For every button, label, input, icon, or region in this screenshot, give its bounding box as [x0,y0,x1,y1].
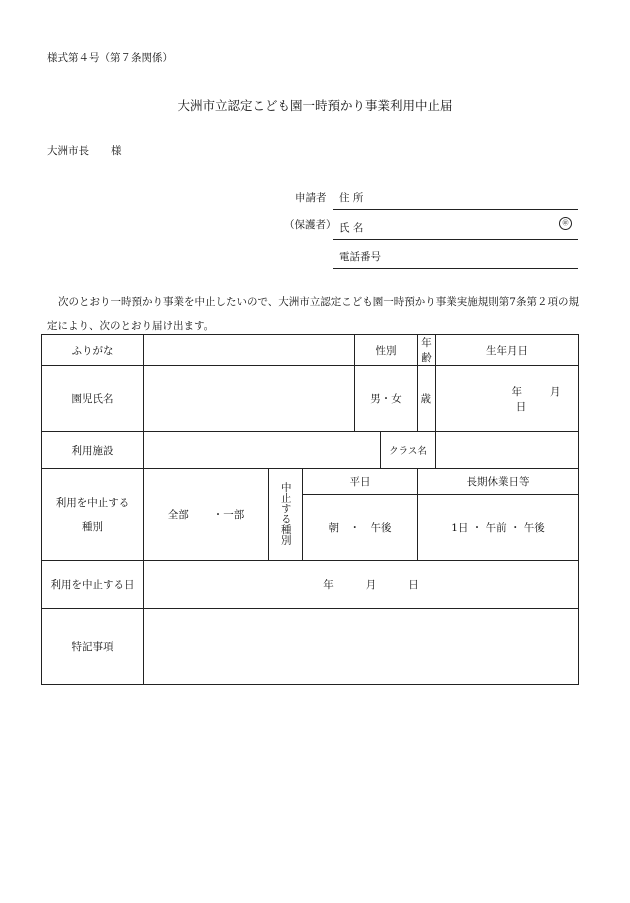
name-label: 氏 名 [339,222,364,234]
addressee-name: 大洲市長 [47,145,89,157]
child-name-field[interactable] [144,366,355,432]
stop-kind-vertical: 中止する種別 [279,481,292,545]
stop-date-year: 年 [323,579,334,591]
body-line-1: 次のとおり一時預かり事業を中止したいので、大洲市立認定こども園一時預かり事業実施規則第7条第２項の規 [58,296,579,308]
child-name-label: 園児氏名 [42,366,144,432]
address-label: 住 所 [339,192,364,204]
phone-label: 電話番号 [339,251,381,263]
stop-date-field[interactable] [144,561,579,609]
stop-date-label: 利用を中止する日 [42,561,144,609]
applicant-label: 申請者 [295,192,327,204]
seal-icon: ㊞ [559,217,572,230]
stop-type-label-line2: 種別 [82,520,103,533]
birthdate-label: 生年月日 [436,335,579,366]
stop-scope-field[interactable] [144,469,269,561]
stop-type-label [42,469,144,561]
application-table [41,334,579,685]
holiday-options[interactable]: 1日 ・ 午前 ・ 午後 [418,495,579,561]
class-name-field[interactable] [436,432,579,469]
class-name-label: クラス名 [381,432,436,469]
age-label [418,335,436,366]
gender-value[interactable]: 男・女 [355,366,418,432]
body-line-2: 定により、次のとおり届け出ます。 [47,320,215,332]
scope-all: 全部 [167,509,189,521]
long-holiday-label: 長期休業日等 [418,469,579,495]
birthdate-month: 月 [550,385,561,398]
document-title: 大洲市立認定こども園一時預かり事業利用中止届 [177,98,453,113]
weekday-options[interactable]: 朝 ・ 午後 [303,495,418,561]
stop-kind-label [269,469,303,561]
stop-type-label-line1: 利用を中止する [55,496,130,509]
gender-label: 性別 [355,335,418,366]
birthdate-day: 日 [515,400,527,413]
remarks-label: 特記事項 [42,609,144,685]
facility-label: 利用施設 [42,432,144,469]
scope-part: ・一部 [212,509,245,521]
birthdate-year: 年 [511,385,523,398]
addressee [47,143,122,158]
furigana-label: ふりがな [42,335,144,366]
addressee-suffix: 様 [111,145,122,157]
address-line [333,209,578,210]
body-text [47,290,582,338]
facility-field[interactable] [144,432,381,469]
name-line [333,239,578,240]
weekday-label: 平日 [303,469,418,495]
form-number: 様式第４号（第７条関係） [47,52,173,64]
age-field[interactable] [418,366,436,432]
furigana-field[interactable] [144,335,355,366]
stop-date-day: 日 [408,579,419,591]
birthdate-field[interactable] [436,366,579,432]
guardian-label: （保護者） [284,219,337,231]
age-label-text: 年齢 [421,337,432,364]
remarks-field[interactable] [144,609,579,685]
stop-date-month: 月 [365,579,377,591]
age-unit: 歳 [420,393,432,405]
phone-line [333,268,578,269]
